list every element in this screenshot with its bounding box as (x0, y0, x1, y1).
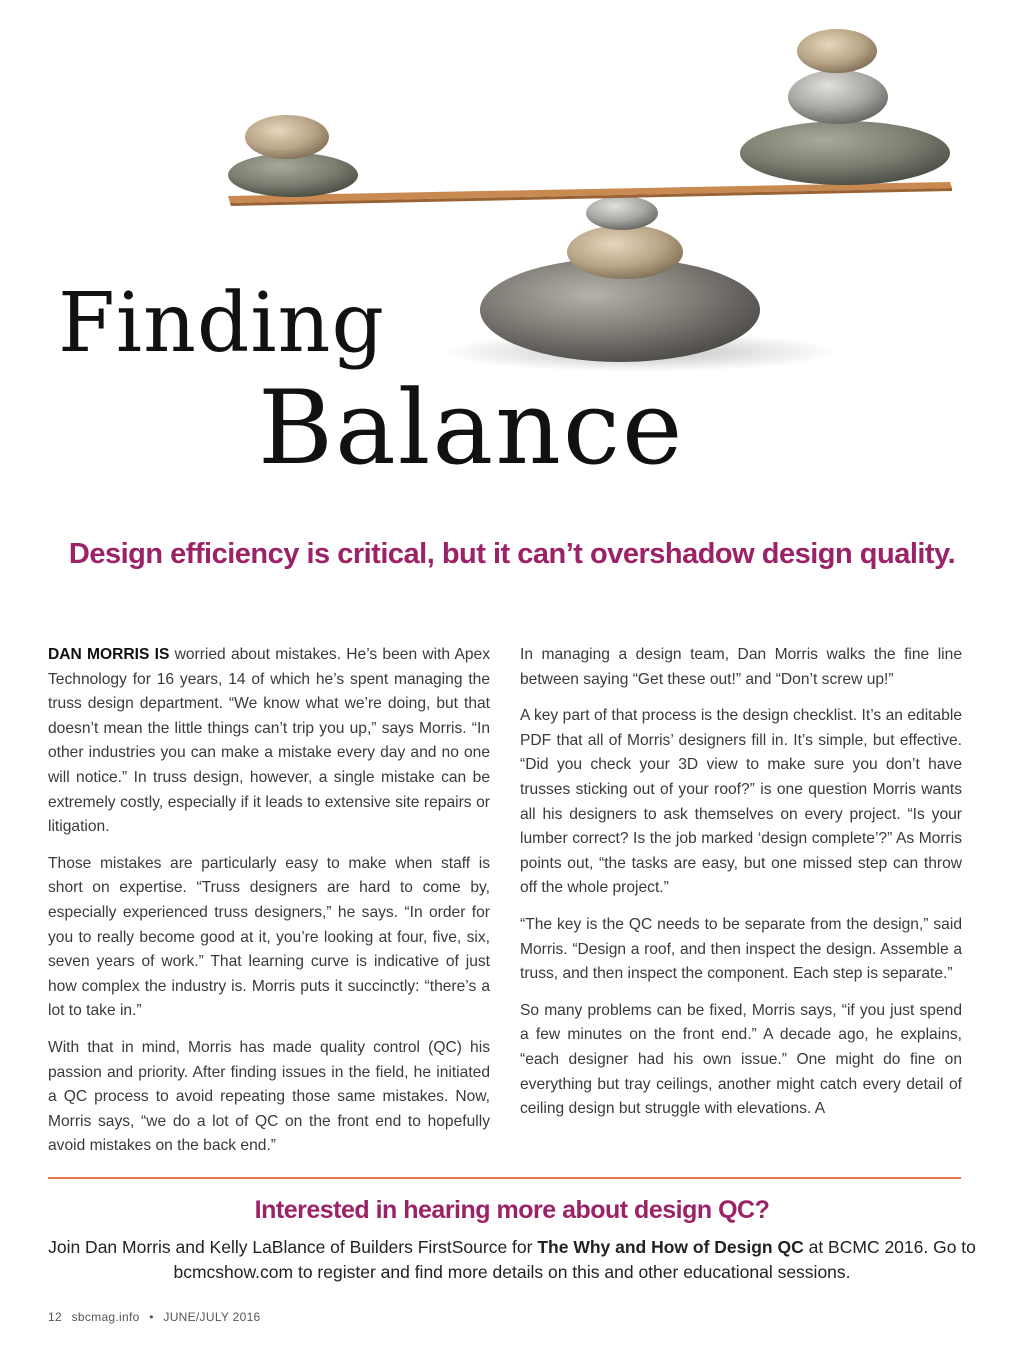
callout-text: at BCMC 2016. Go to bcmcshow.com to register and find more details on this and other educational sessions. (173, 1237, 976, 1282)
session-title: The Why and How of Design QC (537, 1237, 804, 1257)
callout-body (40, 1235, 984, 1285)
paragraph: Those mistakes are particularly easy to make when staff is short on expertise. “Truss designers are hard to come by, especially experienced truss designers,” he says. “In order for you to really become good at it, you’re looking at four, five, six, seven years of work.” That learning curve is indicative of just how complex the industry is. Morris puts it succinctly: “there’s a lot to take in.” (48, 854, 490, 1020)
paragraph: In managing a design team, Dan Morris walks the fine line between saying “Get these out!” and “Don’t screw up!” (520, 646, 962, 688)
left-bottom-stone (228, 153, 358, 197)
fulcrum-stone (586, 196, 658, 230)
title-finding: Finding (58, 276, 385, 371)
article-subtitle: Design efficiency is critical, but it can’t overshadow design quality. (68, 538, 956, 570)
footer-separator: • (149, 1310, 154, 1324)
article-right-column (520, 643, 962, 1134)
left-top-stone (245, 115, 329, 159)
paragraph: A key part of that process is the design checklist. It’s an editable PDF that all of Morris’ designers fill in. It’s simple, but effective. “Did you check your 3D view to make sure you don’t have trusses sticking out of your roof?” is one question Morris wants all his designers to ask themselves on every project. “Is your lumber correct? Is the job marked ‘design complete’?” As Morris points out, “the tasks are easy, but one missed step can throw off the whole project.” (520, 707, 962, 897)
divider-rule (48, 1177, 961, 1179)
callout-text: Join Dan Morris and Kelly LaBlance of Builders FirstSource for (48, 1237, 538, 1257)
paragraph: So many problems can be fixed, Morris says, “if you just spend a few minutes on the front end.” A decade ago, he explains, “each designer had his own issue.” One might do fine on everything but tray ceilings, another might catch every detail of ceiling design but struggle with elevations. A (520, 1001, 962, 1118)
paragraph: “The key is the QC needs to be separate from the design,” said Morris. “Design a roof, and then inspect the design. Assemble a truss, and then inspect the component. Each step is separate.” (520, 915, 962, 983)
footer-issue: JUNE/JULY 2016 (163, 1310, 261, 1324)
right-middle-stone (788, 70, 888, 124)
right-top-stone (797, 29, 877, 73)
paragraph (48, 643, 490, 840)
right-bottom-stone (740, 121, 950, 185)
lead-in: DAN MORRIS IS (48, 646, 170, 663)
title-balance: Balance (258, 369, 685, 488)
page-footer (48, 1310, 267, 1324)
article-left-column (48, 643, 490, 1171)
footer-site: sbcmag.info (71, 1310, 140, 1324)
page-number: 12 (48, 1310, 62, 1324)
callout-heading: Interested in hearing more about design QC? (254, 1196, 770, 1224)
middle-stone (567, 225, 683, 279)
paragraph-text: worried about mistakes. He’s been with Apex Technology for 16 years, 14 of which he’s spent managing the truss design department. “We know what we’re doing, but that doesn’t mean the little things can’t trip you up,” says Morris. “In other industries you can make a mistake every day and no one will notice.” In truss design, however, a single mistake can be extremely costly, especially if it leads to extensive site repairs or litigation. (48, 646, 490, 836)
paragraph: With that in mind, Morris has made quality control (QC) his passion and priority. After finding issues in the field, he initiated a QC process to avoid repeating those same mistakes. Now, Morris says, “we do a lot of QC on the front end to hopefully avoid mistakes on the back end.” (48, 1038, 490, 1155)
